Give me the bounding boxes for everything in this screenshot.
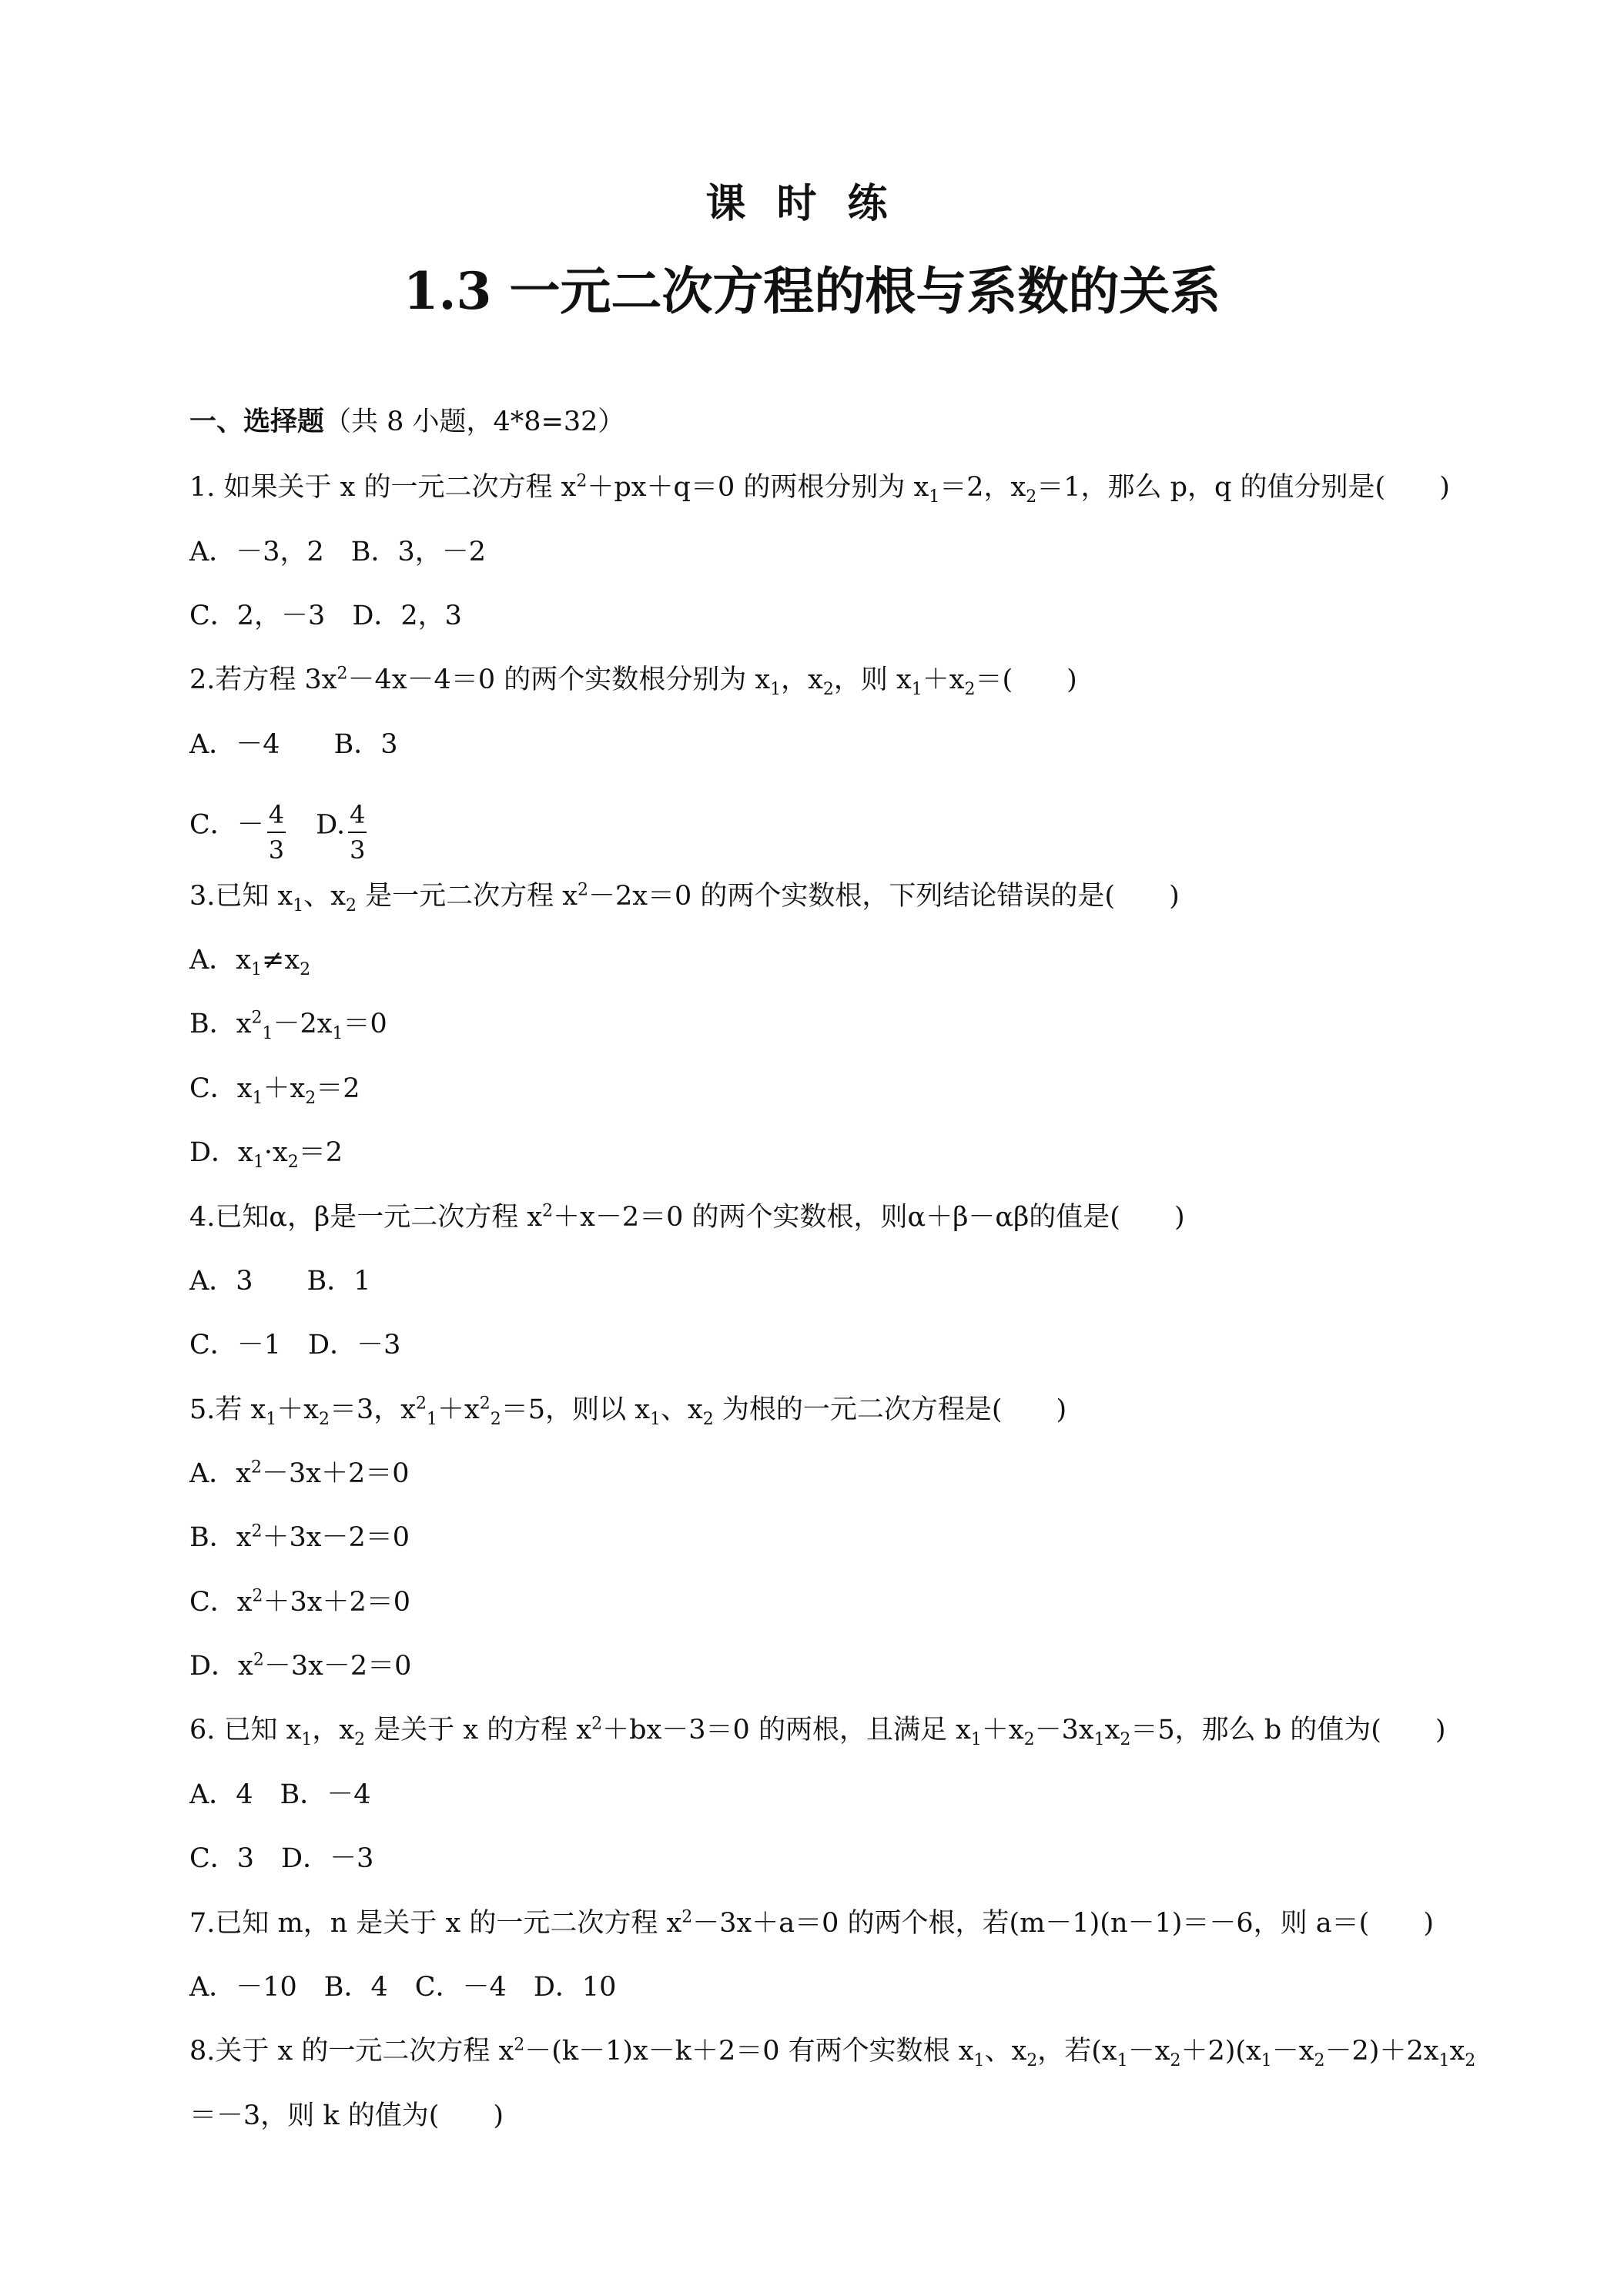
question-6-options-ab: A．4 B．－4 — [189, 1779, 371, 1810]
question-5-option-a: A．$x^2-3x+2=0$ — [189, 1458, 410, 1489]
question-5-option-b: B．$x^2+3x-2=0$ — [189, 1521, 410, 1553]
question-4: 4.已知α，β是一元二次方程 $x^2+x-2=0$ 的两个实数根，则α＋β－αβ的值是( ) — [189, 1201, 1185, 1233]
question-2: 2.若方程 $3x^2-4x-4=0$ 的两个实数根分别为 $x_1$，$x_2$，则 $x_1+x_2=$( ) — [189, 664, 1077, 699]
question-3-option-d: D．$x_1\cdot x_2=2$ — [189, 1137, 343, 1172]
question-7: 7.已知 m，n 是关于 x 的一元二次方程 $x^2-3x+a=0$ 的两个根，若(m－1)(n－1)＝－6，则 a＝( ) — [189, 1907, 1434, 1939]
question-1: 1. 如果关于 x 的一元二次方程 $x^2+px+q=0$ 的两根分别为 $x_1=2$，$x_2=1$，那么 p，q 的值分别是( ) — [189, 471, 1450, 507]
question-1-options-ab: A．－3，2 B．3，－2 — [189, 537, 487, 567]
page-subtitle: 课时练 — [705, 180, 919, 227]
question-3-option-b: B．$x^2_1-2x_1=0$ — [189, 1008, 387, 1043]
question-3: 3.已知 $x_1$、$x_2$ 是一元二次方程 $x^2-2x=0$ 的两个实数根，下列结论错误的是( ) — [189, 880, 1180, 915]
question-3-option-a: A．$x_1\ne x_2$ — [189, 945, 311, 979]
page-title: 1.3 一元二次方程的根与系数的关系 — [403, 261, 1221, 321]
question-1-options-cd: C．2，－3 D．2，3 — [189, 601, 462, 631]
question-2-options-ab: A．－4 B．3 — [189, 729, 398, 760]
question-2-options-cd: C．－ $\frac{4}{3}$ D. $\frac{4}{3}$ — [189, 800, 366, 865]
question-4-options-cd: C．－1 D．－3 — [189, 1330, 401, 1361]
question-6-options-cd: C．3 D．－3 — [189, 1843, 374, 1874]
section-label: 一、选择题 — [189, 406, 325, 437]
question-7-options: A．－10 B．4 C．－4 D．10 — [189, 1972, 617, 2003]
question-8: 8.关于 x 的一元二次方程 $x^2-(k-1)x-k+2=0$ 有两个实数根 $x_1$、$x_2$，若$(x_1-x_2+2)(x_1-x_2-2)+2x_1x_2$ — [189, 2035, 1476, 2070]
fraction-d: $\frac{4}{3}$ — [350, 800, 366, 865]
question-3-option-c: C．$x_1+x_2=2$ — [189, 1073, 360, 1108]
question-4-options-ab: A．3 B．1 — [189, 1266, 371, 1297]
question-5-option-c: C．$x^2+3x+2=0$ — [189, 1586, 411, 1618]
section-header — [189, 408, 624, 436]
question-8-continued: ＝－3，则 k 的值为( ) — [189, 2100, 504, 2131]
section-note: （共 8 小题，4*8=32） — [324, 407, 625, 437]
question-6: 6. 已知 $x_1$，$x_2$ 是关于 x 的方程 $x^2+bx-3=0$ 的两根，且满足 $x_1+x_2-3x_1x_2=5$，那么 b 的值为( ) — [189, 1714, 1446, 1749]
question-5: 5.若 $x_1+x_2=3$，$x^2_1+x^2_2=5$，则以 $x_1$、$x_2$ 为根的一元二次方程是( ) — [189, 1394, 1067, 1429]
question-5-option-d: D．$x^2-3x-2=0$ — [189, 1650, 412, 1682]
fraction-c: $\frac{4}{3}$ — [268, 800, 285, 865]
